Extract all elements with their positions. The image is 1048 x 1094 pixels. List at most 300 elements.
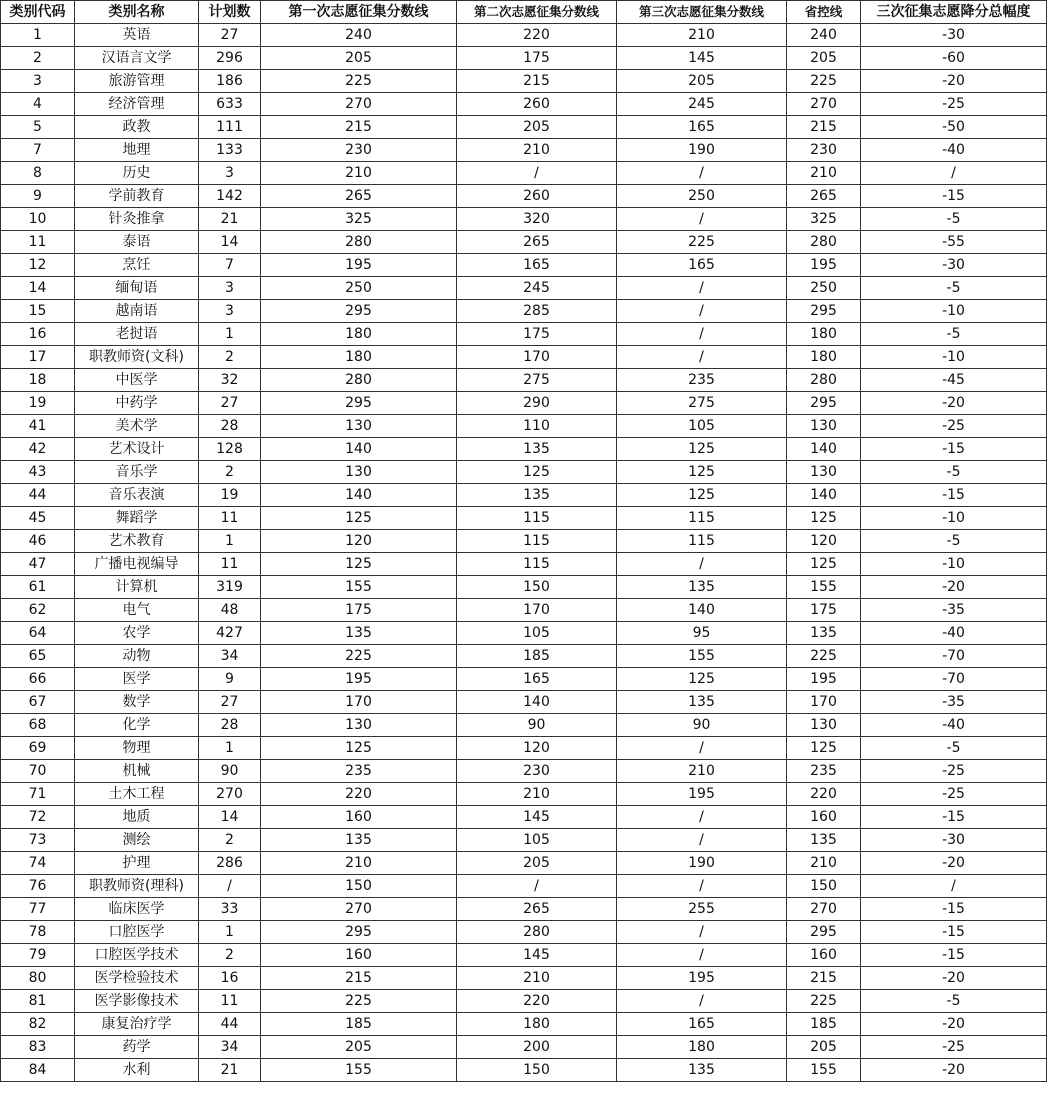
cell-code: 78	[1, 921, 75, 944]
cell-plan: 9	[199, 668, 261, 691]
cell-second-round: 220	[457, 990, 617, 1013]
table-header-row	[1, 1, 1047, 24]
cell-third-round: /	[617, 944, 787, 967]
table-body	[1, 24, 1047, 1082]
table-row	[1, 346, 1047, 369]
cell-code: 7	[1, 139, 75, 162]
table-row	[1, 875, 1047, 898]
cell-first-round: 325	[261, 208, 457, 231]
cell-plan: 11	[199, 990, 261, 1013]
cell-code: 45	[1, 507, 75, 530]
cell-first-round: 170	[261, 691, 457, 714]
cell-total-drop: -15	[861, 484, 1047, 507]
cell-plan: 2	[199, 829, 261, 852]
cell-provincial-line: 225	[787, 645, 861, 668]
cell-total-drop: -35	[861, 691, 1047, 714]
cell-name: 旅游管理	[75, 70, 199, 93]
cell-plan: 14	[199, 231, 261, 254]
cell-third-round: 165	[617, 254, 787, 277]
cell-provincial-line: 130	[787, 461, 861, 484]
cell-third-round: 190	[617, 139, 787, 162]
cell-third-round: 125	[617, 668, 787, 691]
cell-third-round: 195	[617, 783, 787, 806]
cell-third-round: 115	[617, 530, 787, 553]
cell-plan: 3	[199, 300, 261, 323]
cell-total-drop: /	[861, 162, 1047, 185]
cell-plan: 48	[199, 599, 261, 622]
cell-name: 中医学	[75, 369, 199, 392]
cell-total-drop: -70	[861, 645, 1047, 668]
table-row	[1, 70, 1047, 93]
cell-code: 69	[1, 737, 75, 760]
cell-first-round: 215	[261, 967, 457, 990]
cell-plan: 33	[199, 898, 261, 921]
cell-code: 5	[1, 116, 75, 139]
cell-code: 61	[1, 576, 75, 599]
cell-total-drop: -20	[861, 392, 1047, 415]
cell-third-round: 135	[617, 576, 787, 599]
cell-third-round: 205	[617, 70, 787, 93]
cell-plan: 142	[199, 185, 261, 208]
cell-provincial-line: 195	[787, 254, 861, 277]
cell-third-round: 180	[617, 1036, 787, 1059]
cell-second-round: 205	[457, 116, 617, 139]
cell-first-round: 130	[261, 714, 457, 737]
cell-name: 缅甸语	[75, 277, 199, 300]
cell-total-drop: -10	[861, 507, 1047, 530]
cell-second-round: 110	[457, 415, 617, 438]
cell-plan: 2	[199, 461, 261, 484]
cell-code: 17	[1, 346, 75, 369]
cell-provincial-line: 170	[787, 691, 861, 714]
cell-first-round: 240	[261, 24, 457, 47]
table-row	[1, 484, 1047, 507]
table-row	[1, 162, 1047, 185]
cell-plan: 111	[199, 116, 261, 139]
cell-first-round: 225	[261, 645, 457, 668]
cell-second-round: 200	[457, 1036, 617, 1059]
cell-plan: 32	[199, 369, 261, 392]
cell-first-round: 210	[261, 852, 457, 875]
table-row	[1, 737, 1047, 760]
cell-code: 12	[1, 254, 75, 277]
cell-plan: 14	[199, 806, 261, 829]
header-provincial-line: 省控线	[787, 1, 861, 24]
cell-provincial-line: 210	[787, 162, 861, 185]
table-row	[1, 116, 1047, 139]
cell-second-round: 260	[457, 185, 617, 208]
cell-second-round: 115	[457, 553, 617, 576]
cell-name: 越南语	[75, 300, 199, 323]
cell-total-drop: -15	[861, 806, 1047, 829]
cell-third-round: /	[617, 921, 787, 944]
cell-provincial-line: 135	[787, 622, 861, 645]
cell-plan: 427	[199, 622, 261, 645]
cell-third-round: 155	[617, 645, 787, 668]
cell-provincial-line: 220	[787, 783, 861, 806]
table-row	[1, 898, 1047, 921]
cell-provincial-line: 225	[787, 70, 861, 93]
cell-code: 11	[1, 231, 75, 254]
cell-third-round: 225	[617, 231, 787, 254]
cell-second-round: 150	[457, 1059, 617, 1082]
cell-code: 65	[1, 645, 75, 668]
table-row	[1, 622, 1047, 645]
cell-first-round: 250	[261, 277, 457, 300]
table-row	[1, 783, 1047, 806]
header-plan: 计划数	[199, 1, 261, 24]
cell-total-drop: -40	[861, 622, 1047, 645]
cell-plan: 1	[199, 921, 261, 944]
cell-first-round: 130	[261, 461, 457, 484]
cell-first-round: 205	[261, 47, 457, 70]
cell-first-round: 180	[261, 323, 457, 346]
cell-name: 广播电视编导	[75, 553, 199, 576]
cell-second-round: 230	[457, 760, 617, 783]
cell-third-round: /	[617, 829, 787, 852]
cell-first-round: 125	[261, 737, 457, 760]
cell-plan: 7	[199, 254, 261, 277]
cell-first-round: 215	[261, 116, 457, 139]
table-row	[1, 24, 1047, 47]
cell-first-round: 160	[261, 944, 457, 967]
cell-code: 43	[1, 461, 75, 484]
cell-first-round: 175	[261, 599, 457, 622]
cell-second-round: 145	[457, 944, 617, 967]
cell-provincial-line: 180	[787, 323, 861, 346]
cell-name: 护理	[75, 852, 199, 875]
cell-code: 80	[1, 967, 75, 990]
cell-name: 计算机	[75, 576, 199, 599]
cell-third-round: /	[617, 300, 787, 323]
cell-third-round: 190	[617, 852, 787, 875]
cell-second-round: 180	[457, 1013, 617, 1036]
cell-code: 46	[1, 530, 75, 553]
cell-third-round: 115	[617, 507, 787, 530]
cell-third-round: 210	[617, 760, 787, 783]
table-row	[1, 553, 1047, 576]
cell-second-round: 260	[457, 93, 617, 116]
cell-plan: /	[199, 875, 261, 898]
table-row	[1, 691, 1047, 714]
cell-total-drop: -60	[861, 47, 1047, 70]
cell-name: 老挝语	[75, 323, 199, 346]
cell-name: 针灸推拿	[75, 208, 199, 231]
cell-name: 口腔医学技术	[75, 944, 199, 967]
cell-name: 电气	[75, 599, 199, 622]
cell-first-round: 140	[261, 438, 457, 461]
cell-plan: 21	[199, 1059, 261, 1082]
cell-total-drop: -5	[861, 737, 1047, 760]
cell-second-round: 245	[457, 277, 617, 300]
table-row	[1, 1036, 1047, 1059]
cell-second-round: 90	[457, 714, 617, 737]
table-row	[1, 369, 1047, 392]
cell-total-drop: -5	[861, 323, 1047, 346]
cell-provincial-line: 125	[787, 507, 861, 530]
cell-name: 艺术教育	[75, 530, 199, 553]
cell-provincial-line: 155	[787, 1059, 861, 1082]
cell-total-drop: -5	[861, 461, 1047, 484]
table-row	[1, 461, 1047, 484]
cell-first-round: 155	[261, 1059, 457, 1082]
cell-second-round: 140	[457, 691, 617, 714]
cell-total-drop: -35	[861, 599, 1047, 622]
table-row	[1, 1059, 1047, 1082]
header-third-round: 第三次志愿征集分数线	[617, 1, 787, 24]
cell-first-round: 140	[261, 484, 457, 507]
cell-third-round: 245	[617, 93, 787, 116]
cell-first-round: 125	[261, 553, 457, 576]
cell-name: 物理	[75, 737, 199, 760]
cell-total-drop: -25	[861, 783, 1047, 806]
cell-provincial-line: 225	[787, 990, 861, 1013]
cell-code: 18	[1, 369, 75, 392]
cell-provincial-line: 235	[787, 760, 861, 783]
cell-second-round: 120	[457, 737, 617, 760]
cell-plan: 27	[199, 691, 261, 714]
cell-first-round: 150	[261, 875, 457, 898]
table-row	[1, 392, 1047, 415]
cell-plan: 16	[199, 967, 261, 990]
cell-total-drop: -10	[861, 300, 1047, 323]
cell-plan: 2	[199, 346, 261, 369]
cell-second-round: 265	[457, 898, 617, 921]
cell-first-round: 225	[261, 990, 457, 1013]
cell-provincial-line: 120	[787, 530, 861, 553]
cell-name: 口腔医学	[75, 921, 199, 944]
cell-plan: 28	[199, 415, 261, 438]
cell-third-round: 125	[617, 484, 787, 507]
cell-provincial-line: 205	[787, 1036, 861, 1059]
cell-code: 67	[1, 691, 75, 714]
cell-name: 音乐学	[75, 461, 199, 484]
table-row	[1, 231, 1047, 254]
cell-second-round: 170	[457, 599, 617, 622]
cell-second-round: 285	[457, 300, 617, 323]
cell-plan: 1	[199, 530, 261, 553]
cell-provincial-line: 185	[787, 1013, 861, 1036]
cell-plan: 133	[199, 139, 261, 162]
cell-third-round: 235	[617, 369, 787, 392]
cell-plan: 3	[199, 162, 261, 185]
cell-provincial-line: 160	[787, 944, 861, 967]
cell-first-round: 235	[261, 760, 457, 783]
cell-provincial-line: 210	[787, 852, 861, 875]
cell-name: 艺术设计	[75, 438, 199, 461]
cell-third-round: 140	[617, 599, 787, 622]
cell-code: 77	[1, 898, 75, 921]
table-row	[1, 300, 1047, 323]
cell-first-round: 135	[261, 829, 457, 852]
cell-total-drop: -45	[861, 369, 1047, 392]
cell-name: 美术学	[75, 415, 199, 438]
cell-code: 47	[1, 553, 75, 576]
cell-code: 81	[1, 990, 75, 1013]
cell-total-drop: -30	[861, 829, 1047, 852]
cell-first-round: 195	[261, 668, 457, 691]
cell-code: 62	[1, 599, 75, 622]
header-first-round: 第一次志愿征集分数线	[261, 1, 457, 24]
cell-name: 农学	[75, 622, 199, 645]
cell-provincial-line: 180	[787, 346, 861, 369]
cell-second-round: 135	[457, 484, 617, 507]
cell-total-drop: -40	[861, 139, 1047, 162]
cell-name: 医学影像技术	[75, 990, 199, 1013]
table-row	[1, 47, 1047, 70]
cell-third-round: /	[617, 162, 787, 185]
cell-name: 英语	[75, 24, 199, 47]
cell-name: 动物	[75, 645, 199, 668]
cell-second-round: 150	[457, 576, 617, 599]
cell-total-drop: -50	[861, 116, 1047, 139]
cell-name: 数学	[75, 691, 199, 714]
cell-code: 83	[1, 1036, 75, 1059]
cell-plan: 27	[199, 24, 261, 47]
cell-name: 机械	[75, 760, 199, 783]
cell-total-drop: -20	[861, 1013, 1047, 1036]
cell-name: 政教	[75, 116, 199, 139]
cell-second-round: 105	[457, 829, 617, 852]
cell-code: 8	[1, 162, 75, 185]
cell-name: 中药学	[75, 392, 199, 415]
cell-third-round: 195	[617, 967, 787, 990]
cell-provincial-line: 160	[787, 806, 861, 829]
table-row	[1, 921, 1047, 944]
table-row	[1, 530, 1047, 553]
cell-name: 职教师资(文科)	[75, 346, 199, 369]
cell-third-round: 250	[617, 185, 787, 208]
cell-first-round: 265	[261, 185, 457, 208]
cell-provincial-line: 270	[787, 898, 861, 921]
cell-first-round: 220	[261, 783, 457, 806]
cell-name: 化学	[75, 714, 199, 737]
cell-second-round: 210	[457, 139, 617, 162]
cell-code: 74	[1, 852, 75, 875]
cell-third-round: 145	[617, 47, 787, 70]
cell-total-drop: -15	[861, 185, 1047, 208]
cell-provincial-line: 280	[787, 231, 861, 254]
table-row	[1, 1013, 1047, 1036]
cell-total-drop: -70	[861, 668, 1047, 691]
cell-total-drop: -25	[861, 415, 1047, 438]
cell-plan: 186	[199, 70, 261, 93]
cell-plan: 11	[199, 507, 261, 530]
cell-plan: 1	[199, 323, 261, 346]
cell-third-round: /	[617, 990, 787, 1013]
table-row	[1, 576, 1047, 599]
table-row	[1, 714, 1047, 737]
cell-second-round: /	[457, 875, 617, 898]
cell-plan: 19	[199, 484, 261, 507]
cell-second-round: 265	[457, 231, 617, 254]
cell-second-round: 280	[457, 921, 617, 944]
table-row	[1, 668, 1047, 691]
cell-third-round: 135	[617, 1059, 787, 1082]
cell-provincial-line: 295	[787, 300, 861, 323]
cell-plan: 296	[199, 47, 261, 70]
cell-first-round: 135	[261, 622, 457, 645]
cell-plan: 34	[199, 645, 261, 668]
cell-second-round: 115	[457, 507, 617, 530]
cell-provincial-line: 130	[787, 415, 861, 438]
cell-second-round: 170	[457, 346, 617, 369]
cell-name: 临床医学	[75, 898, 199, 921]
cell-first-round: 155	[261, 576, 457, 599]
cell-total-drop: -20	[861, 967, 1047, 990]
cell-second-round: 185	[457, 645, 617, 668]
cell-total-drop: -25	[861, 93, 1047, 116]
cell-total-drop: -20	[861, 576, 1047, 599]
table-row	[1, 645, 1047, 668]
cell-total-drop: -30	[861, 24, 1047, 47]
cell-total-drop: -20	[861, 70, 1047, 93]
cell-second-round: 165	[457, 254, 617, 277]
table-row	[1, 208, 1047, 231]
cell-second-round: 175	[457, 47, 617, 70]
cell-provincial-line: 230	[787, 139, 861, 162]
cell-total-drop: -20	[861, 1059, 1047, 1082]
cell-plan: 90	[199, 760, 261, 783]
cell-first-round: 225	[261, 70, 457, 93]
header-code: 类别代码	[1, 1, 75, 24]
cell-plan: 270	[199, 783, 261, 806]
cell-first-round: 210	[261, 162, 457, 185]
cell-provincial-line: 215	[787, 116, 861, 139]
cell-third-round: /	[617, 553, 787, 576]
cell-second-round: 135	[457, 438, 617, 461]
cell-plan: 27	[199, 392, 261, 415]
cell-plan: 128	[199, 438, 261, 461]
cell-code: 2	[1, 47, 75, 70]
cell-total-drop: -25	[861, 1036, 1047, 1059]
cell-second-round: 115	[457, 530, 617, 553]
table-row	[1, 185, 1047, 208]
cell-plan: 319	[199, 576, 261, 599]
cell-name: 土木工程	[75, 783, 199, 806]
cell-total-drop: /	[861, 875, 1047, 898]
cell-total-drop: -5	[861, 990, 1047, 1013]
cell-third-round: 125	[617, 461, 787, 484]
cell-second-round: 165	[457, 668, 617, 691]
cell-provincial-line: 155	[787, 576, 861, 599]
cell-first-round: 205	[261, 1036, 457, 1059]
cell-first-round: 120	[261, 530, 457, 553]
cell-plan: 2	[199, 944, 261, 967]
cell-provincial-line: 215	[787, 967, 861, 990]
cell-code: 14	[1, 277, 75, 300]
cell-third-round: /	[617, 737, 787, 760]
cell-first-round: 130	[261, 415, 457, 438]
table-row	[1, 507, 1047, 530]
cell-code: 19	[1, 392, 75, 415]
cell-third-round: /	[617, 806, 787, 829]
cell-total-drop: -5	[861, 277, 1047, 300]
cell-total-drop: -20	[861, 852, 1047, 875]
cell-plan: 21	[199, 208, 261, 231]
cell-second-round: 215	[457, 70, 617, 93]
cell-name: 学前教育	[75, 185, 199, 208]
cell-total-drop: -10	[861, 553, 1047, 576]
cell-second-round: 210	[457, 967, 617, 990]
cell-code: 76	[1, 875, 75, 898]
cell-third-round: 135	[617, 691, 787, 714]
cell-total-drop: -10	[861, 346, 1047, 369]
cell-total-drop: -25	[861, 760, 1047, 783]
cell-third-round: 95	[617, 622, 787, 645]
cell-total-drop: -15	[861, 898, 1047, 921]
cell-total-drop: -40	[861, 714, 1047, 737]
